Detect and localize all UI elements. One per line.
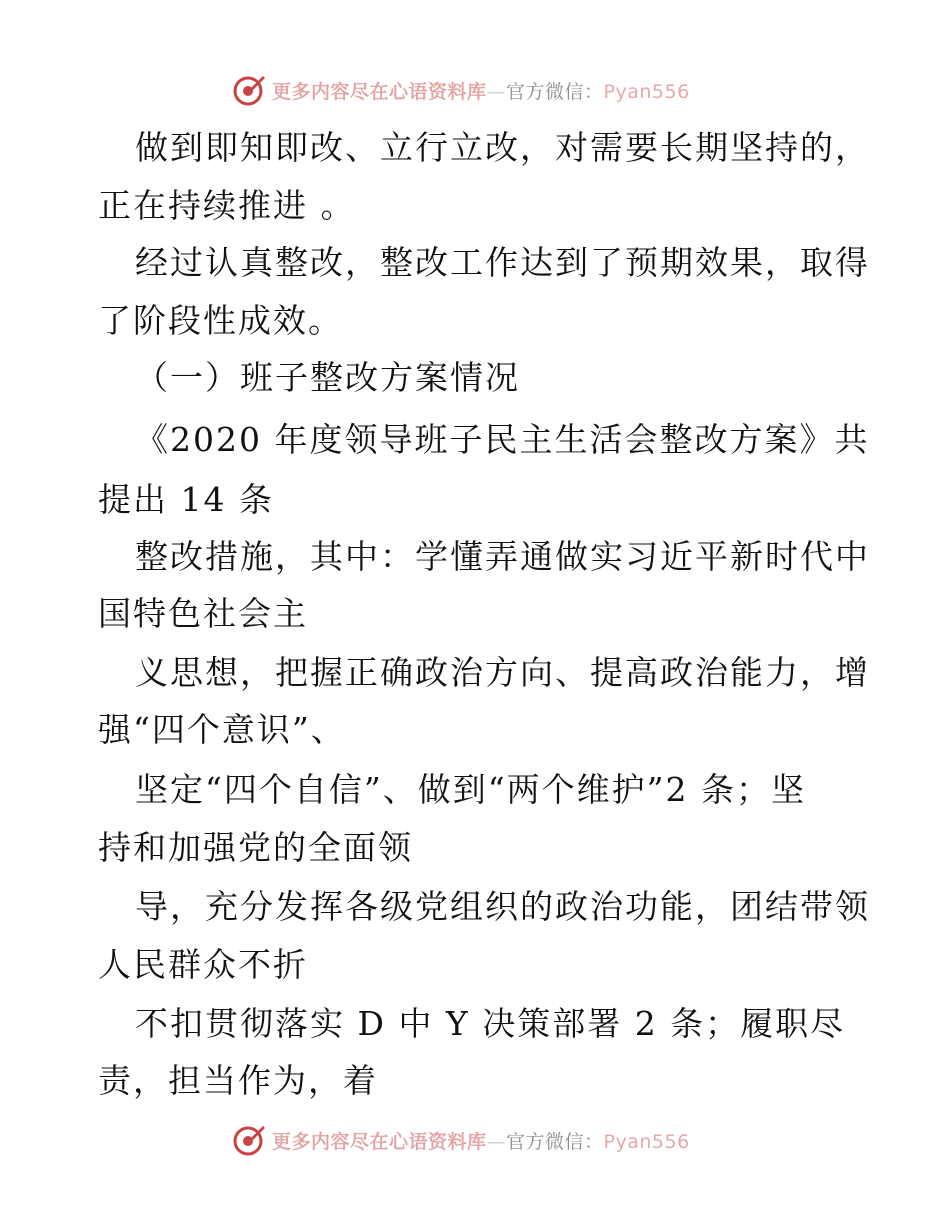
body-line: 不扣贯彻落实 D 中 Y 决策部署 2 条；履职尽 xyxy=(135,1004,846,1043)
header-watermark-banner xyxy=(232,70,690,110)
body-line: 导，充分发挥各级党组织的政治功能，团结带领 xyxy=(135,887,870,926)
section-heading: （一）班子整改方案情况 xyxy=(135,358,520,397)
body-line: 坚定“四个自信”、做到“两个维护”2 条；坚 xyxy=(135,770,806,809)
body-line: 整改措施，其中：学懂弄通做实习近平新时代中 xyxy=(135,537,870,576)
body-line: 义思想，把握正确政治方向、提高政治能力，增 xyxy=(135,653,870,692)
footer-watermark-banner xyxy=(232,1120,690,1160)
body-line: 责，担当作为，着 xyxy=(98,1061,378,1100)
pen-logo-icon xyxy=(232,1123,266,1157)
body-line: 了阶段性成效。 xyxy=(98,301,343,340)
pen-logo-icon xyxy=(232,73,266,107)
body-line: 做到即知即改、立行立改，对需要长期坚持的， xyxy=(135,128,870,167)
body-line: 经过认真整改，整改工作达到了预期效果，取得 xyxy=(135,243,870,282)
body-line: 《2020 年度领导班子民主生活会整改方案》共 xyxy=(135,420,870,459)
body-line: 正在持续推进 。 xyxy=(98,186,356,225)
body-line: 强“四个意识”、 xyxy=(98,710,346,749)
body-line: 国特色社会主 xyxy=(98,594,308,633)
footer-watermark-text: 更多内容尽在心语资料库—官方微信：Pyan556 xyxy=(272,1130,690,1153)
body-line: 持和加强党的全面领 xyxy=(98,828,413,867)
header-watermark-text: 更多内容尽在心语资料库—官方微信：Pyan556 xyxy=(272,80,690,103)
body-line: 提出 14 条 xyxy=(98,480,274,519)
body-line: 人民群众不折 xyxy=(98,945,308,984)
